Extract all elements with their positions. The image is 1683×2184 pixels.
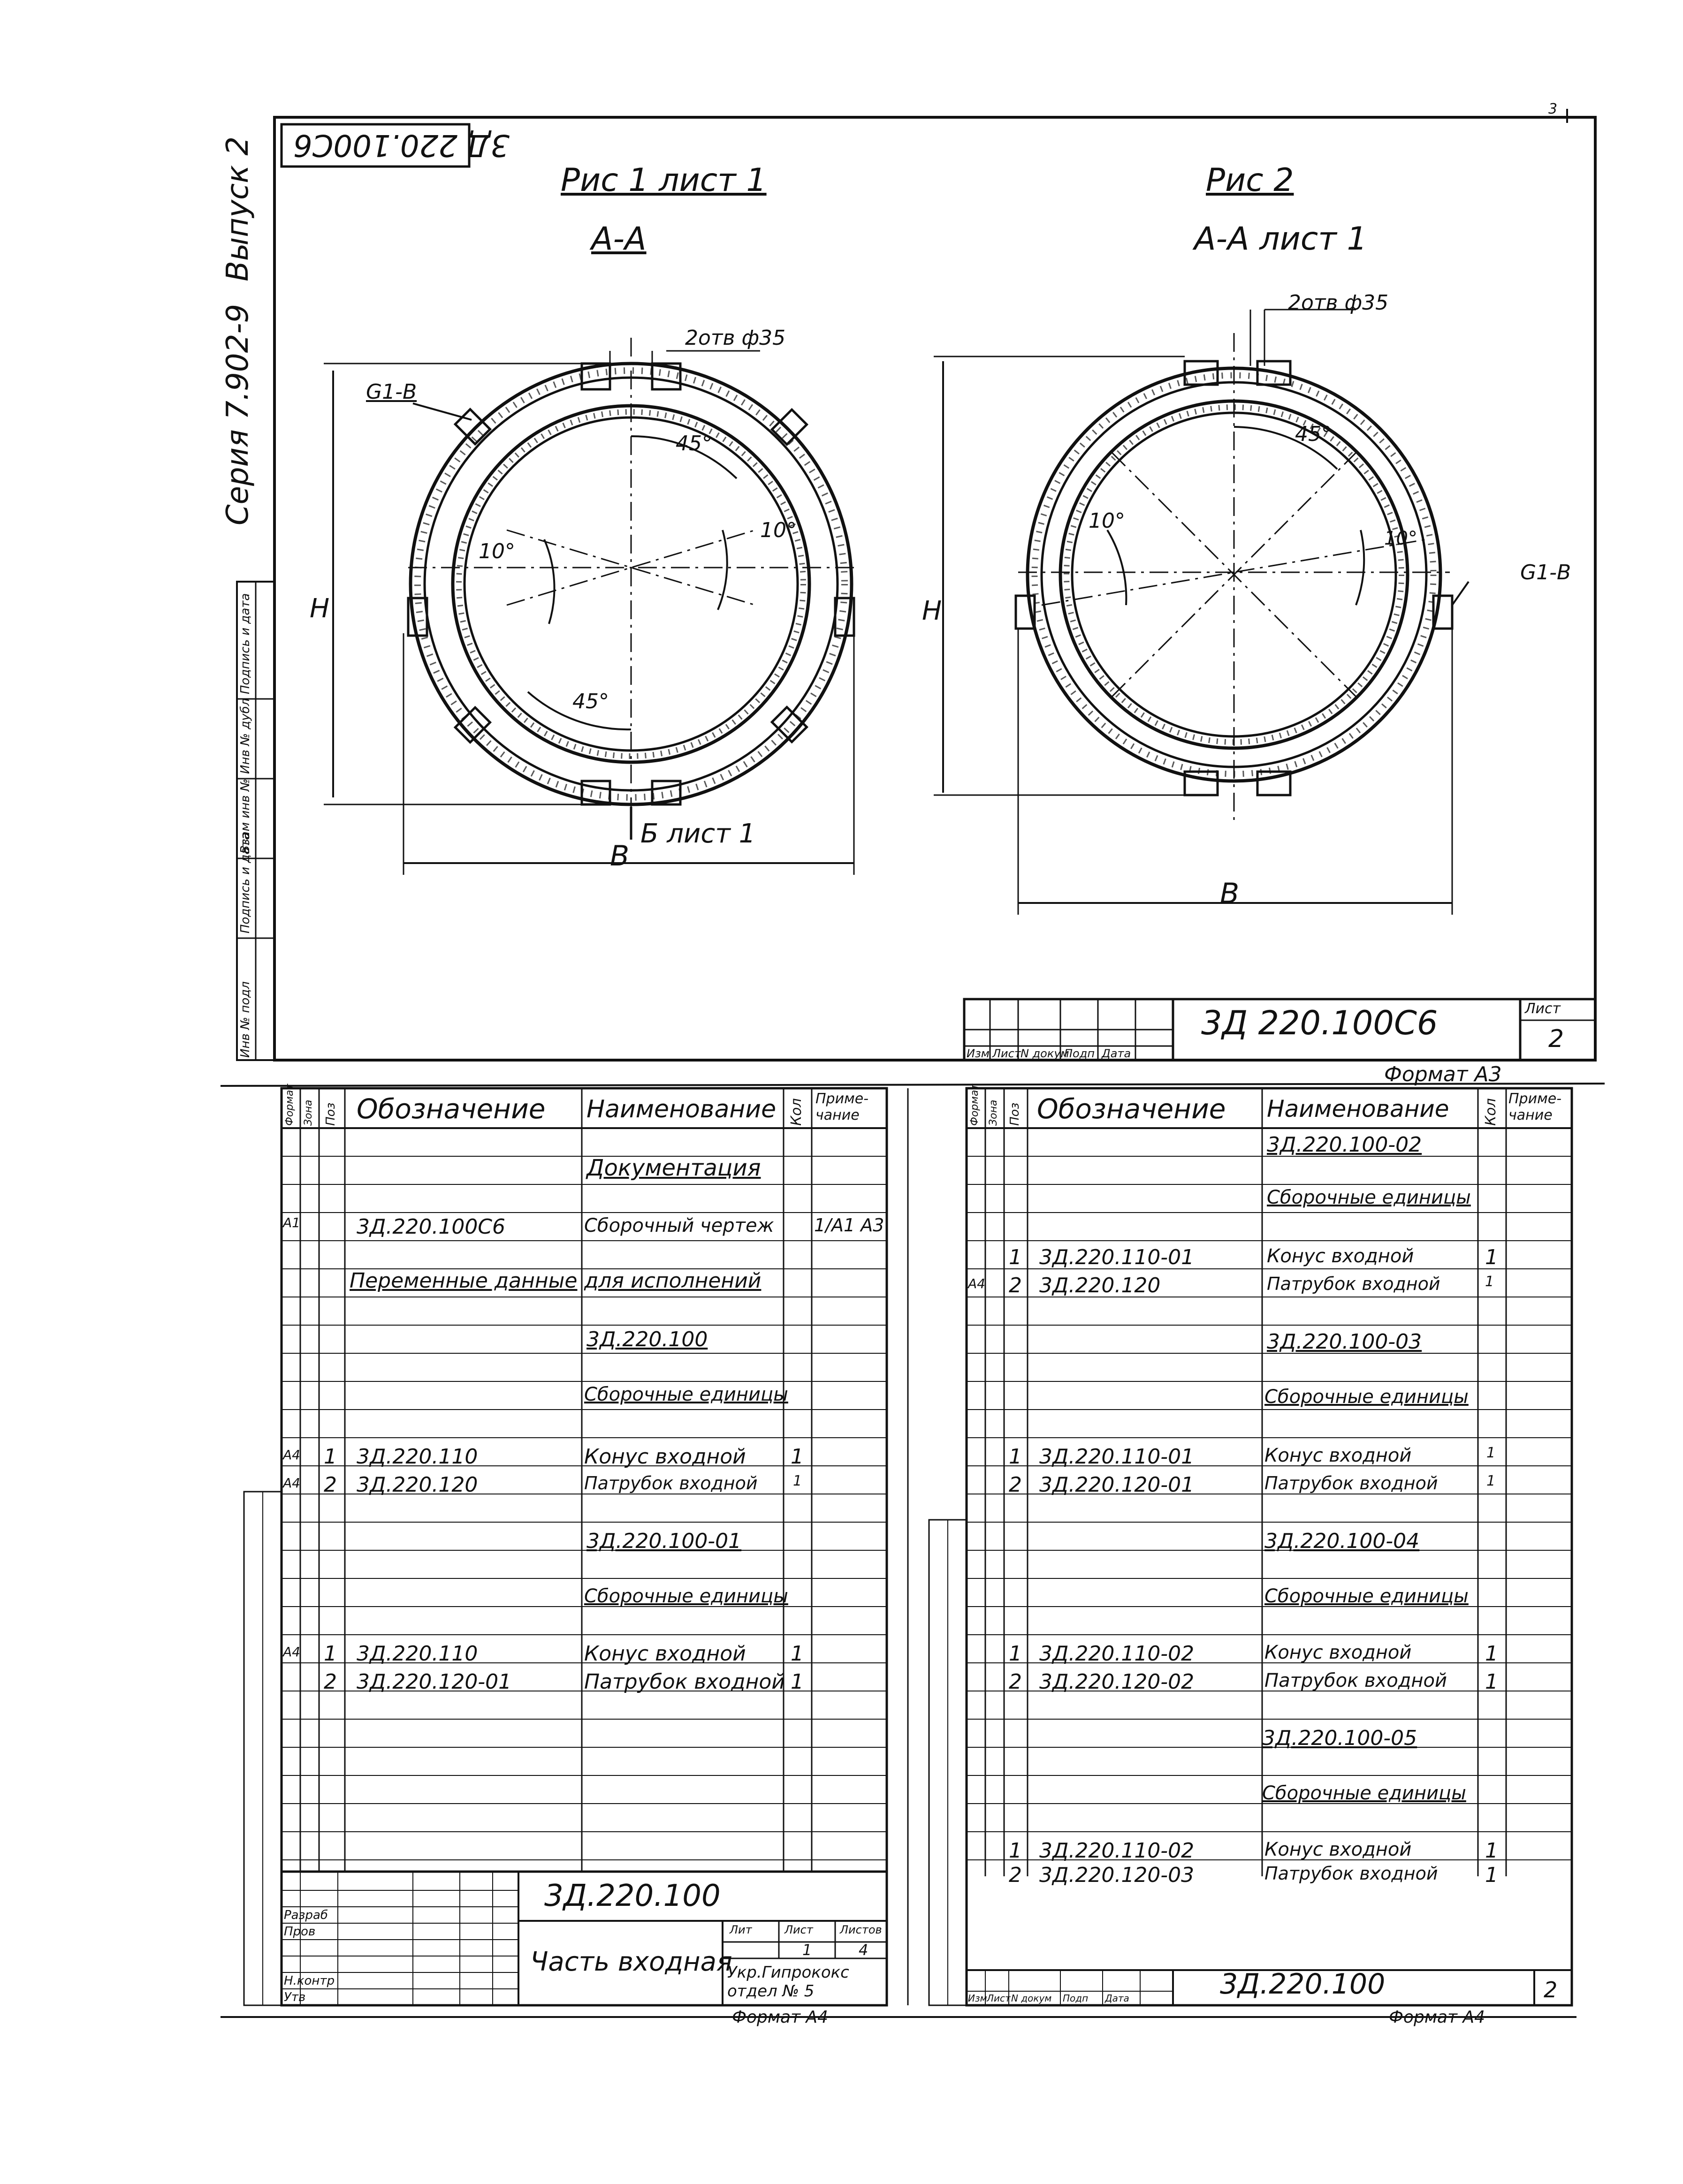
top-title-sheet-no: 2 <box>1548 1025 1564 1053</box>
fig1-angle-10-right: 10° <box>760 518 797 542</box>
spec-left-row-1-name: Документация <box>586 1155 761 1181</box>
spec-right-head-pos: Поз <box>1008 1102 1022 1126</box>
fig2-dim-h: Н <box>922 596 942 626</box>
fig2-weld: G1-В <box>1520 561 1571 584</box>
spec-left-row-6-fmt: А4 <box>283 1447 300 1463</box>
fig1-weld: G1-В <box>366 380 417 404</box>
fig2-title: Рис 2 <box>1206 162 1294 199</box>
spec-left-row-7-pos: 2 <box>324 1473 337 1497</box>
spec-left-tb-name: Часть входная <box>530 1947 732 1977</box>
spec-right-row-8-qty: 1 <box>1486 1473 1496 1489</box>
spec-right-row-4-name: Патрубок входной <box>1267 1274 1440 1294</box>
spec-right-row-3-qty: 1 <box>1485 1245 1498 1269</box>
fig1-dim-h: Н <box>310 593 330 624</box>
top-col-date: Дата <box>1102 1047 1131 1060</box>
top-col-izm: Изм <box>967 1047 990 1060</box>
spec-right-row-4-qty: 1 <box>1485 1274 1494 1290</box>
spec-left-row-10-name: Конус входной <box>584 1642 746 1666</box>
fig2-angle-45: 45° <box>1295 422 1332 446</box>
spec-left-tb-sheets-label: Листов <box>840 1923 882 1936</box>
spec-left-row-10-des: 3Д.220.110 <box>357 1642 478 1666</box>
spec-right-row-7-qty: 1 <box>1486 1445 1496 1461</box>
spec-left-head-format: Формат <box>284 1084 296 1126</box>
spec-right-head-zone: Зона <box>988 1100 999 1126</box>
spec-left-head-designation: Обозначение <box>357 1093 546 1125</box>
spec-right-row-8-des: 3Д.220.120-01 <box>1039 1473 1195 1497</box>
rotated-doc-code: 3Д 220.100С6 <box>293 128 510 162</box>
spec-right-row-12-des: 3Д.220.120-02 <box>1039 1670 1195 1694</box>
spec-left-tb-role-2: Н.контр <box>284 1974 335 1988</box>
spec-left-tb-role-3: Утв <box>284 1990 306 2004</box>
spec-right-row-15-qty: 1 <box>1485 1839 1498 1863</box>
spec-right-row-15-pos: 1 <box>1009 1839 1022 1863</box>
fig2-holes: 2отв ф35 <box>1288 291 1389 315</box>
spec-left-row-10-qty: 1 <box>791 1642 804 1666</box>
top-col-list: Лист <box>992 1047 1021 1060</box>
spec-right-row-12-name: Патрубок входной <box>1264 1670 1447 1691</box>
spec-left-row-7-qty: 1 <box>793 1473 802 1489</box>
spec-right-row-11-pos: 1 <box>1009 1642 1022 1666</box>
spec-left-tb-sheets: 4 <box>859 1941 868 1959</box>
spec-right-row-4-pos: 2 <box>1009 1274 1022 1297</box>
fig2-angle-10-right: 10° <box>1384 528 1417 549</box>
spec-left-row-2-note: 1/А1 А3 <box>814 1215 884 1236</box>
spec-left-tb-sheet-no: 1 <box>802 1941 812 1959</box>
spec-left-row-8-name: 3Д.220.100-01 <box>586 1529 742 1553</box>
margin-label-sign2: Подпись и дата <box>238 593 252 694</box>
spec-right-tb-col-date: Дата <box>1105 1993 1129 2004</box>
spec-right-row-1-name: 3Д.220.100-02 <box>1267 1133 1422 1157</box>
spec-right-row-16-des: 3Д.220.120-03 <box>1039 1863 1195 1887</box>
spec-left-row-7-des: 3Д.220.120 <box>357 1473 478 1497</box>
top-title-code: 3Д 220.100С6 <box>1201 1004 1438 1042</box>
spec-left-row-9-name: Сборочные единицы <box>584 1585 788 1607</box>
spec-left-tb-format: Формат А4 <box>732 2008 829 2027</box>
spec-right-row-5-name: 3Д.220.100-03 <box>1267 1330 1422 1354</box>
spec-right-row-7-des: 3Д.220.110-01 <box>1039 1445 1195 1469</box>
spec-right-row-7-name: Конус входной <box>1264 1445 1412 1466</box>
fig1-title: Рис 1 лист 1 <box>561 162 767 199</box>
spec-right-row-3-pos: 1 <box>1009 1245 1022 1269</box>
spec-left-head-name: Наименование <box>586 1095 777 1123</box>
spec-right-head-name: Наименование <box>1267 1095 1449 1122</box>
spec-right-row-10-name: Сборочные единицы <box>1264 1585 1469 1607</box>
spec-right-row-4-fmt: А4 <box>968 1276 985 1291</box>
spec-right-row-11-name: Конус входной <box>1264 1642 1412 1663</box>
spec-right-tb-col-doc: N докум <box>1011 1993 1052 2004</box>
fig1-angle-10-left: 10° <box>479 539 515 563</box>
spec-left-row-11-name: Патрубок входной <box>584 1670 785 1694</box>
fig2-angle-10-left: 10° <box>1089 509 1125 533</box>
spec-left-row-10-fmt: А4 <box>283 1644 300 1660</box>
spec-left-row-3-des: Переменные данные <box>350 1269 578 1293</box>
top-title-sheet-label: Лист <box>1525 1001 1561 1017</box>
spec-left-row-7-name: Патрубок входной <box>584 1473 758 1494</box>
fig1-holes: 2отв ф35 <box>685 326 786 350</box>
fig2-section: А-А лист 1 <box>1194 220 1367 258</box>
spec-left-row-6-des: 3Д.220.110 <box>357 1445 478 1469</box>
top-col-doc: N докум <box>1020 1047 1069 1060</box>
spec-left-row-11-pos: 2 <box>324 1670 337 1694</box>
margin-label-inv: Инв № подл <box>238 981 252 1058</box>
fig1-view-b: Б лист 1 <box>640 819 756 849</box>
spec-right-row-8-pos: 2 <box>1009 1473 1022 1497</box>
spec-right-row-9-name: 3Д.220.100-04 <box>1264 1529 1420 1553</box>
spec-right-tb-col-izm: Изм <box>968 1993 987 2004</box>
margin-label-dup: Инв № дубл <box>238 698 252 774</box>
spec-left-tb-org: Укр.Гипрококс отдел № 5 <box>727 1963 849 2001</box>
spec-left-row-7-fmt: А4 <box>283 1475 300 1491</box>
spec-right-row-15-des: 3Д.220.110-02 <box>1039 1839 1195 1863</box>
issue-label: Выпуск 2 <box>221 136 255 281</box>
margin-label-sign: Подпись и дата <box>238 832 252 933</box>
spec-right-row-4-des: 3Д.220.120 <box>1039 1274 1161 1297</box>
spec-left-tb-role-0: Разраб <box>284 1908 328 1922</box>
fig1-angle-45-bottom: 45° <box>572 690 609 713</box>
fig1-dim-b: В <box>610 840 630 872</box>
top-col-sign: Подп <box>1064 1047 1095 1060</box>
fig2-dim-b: В <box>1220 877 1240 910</box>
spec-right-tb-col-sign: Подп <box>1063 1993 1089 2004</box>
spec-right-head-qty: Кол <box>1483 1098 1499 1126</box>
spec-right-row-11-qty: 1 <box>1485 1642 1498 1666</box>
spec-left-row-6-name: Конус входной <box>584 1445 746 1469</box>
fig1-section: А-А <box>591 220 647 258</box>
margin-label-replace: Взам инв № <box>238 779 252 854</box>
spec-right-row-13-name: 3Д.220.100-05 <box>1262 1726 1417 1750</box>
spec-right-row-3-des: 3Д.220.110-01 <box>1039 1245 1195 1269</box>
spec-right-head-format: Формат <box>969 1084 981 1126</box>
spec-left-tb-sheet-label: Лист <box>784 1923 813 1936</box>
spec-right-head-note: Приме-чание <box>1508 1091 1562 1123</box>
spec-right-row-16-qty: 1 <box>1485 1863 1498 1887</box>
spec-left-row-11-qty: 1 <box>791 1670 804 1694</box>
spec-left-row-11-des: 3Д.220.120-01 <box>357 1670 512 1694</box>
spec-left-row-3-name: для исполнений <box>584 1269 762 1293</box>
spec-right-row-16-pos: 2 <box>1009 1863 1022 1887</box>
spec-right-tb-code: 3Д.220.100 <box>1220 1968 1386 2001</box>
corner-page-number: 3 <box>1548 101 1558 117</box>
spec-right-row-15-name: Конус входной <box>1264 1839 1412 1860</box>
series-label: Серия 7.902-9 <box>221 303 255 525</box>
spec-right-row-14-name: Сборочные единицы <box>1262 1782 1466 1804</box>
spec-left-row-5-name: Сборочные единицы <box>584 1384 788 1405</box>
spec-left-row-4-name: 3Д.220.100 <box>586 1327 708 1351</box>
spec-right-row-2-name: Сборочные единицы <box>1267 1187 1471 1208</box>
spec-right-row-3-name: Конус входной <box>1267 1245 1414 1267</box>
spec-left-head-pos: Поз <box>324 1102 338 1126</box>
spec-right-row-16-name: Патрубок входной <box>1264 1863 1438 1884</box>
spec-right-row-11-des: 3Д.220.110-02 <box>1039 1642 1195 1666</box>
spec-right-row-6-name: Сборочные единицы <box>1264 1386 1469 1408</box>
spec-left-row-6-qty: 1 <box>791 1445 804 1469</box>
top-format: Формат А3 <box>1384 1062 1502 1086</box>
fig1-angle-45-top: 45° <box>676 432 712 455</box>
spec-right-row-8-name: Патрубок входной <box>1264 1473 1438 1494</box>
spec-right-tb-sheet-no: 2 <box>1544 1977 1558 2002</box>
spec-left-tb-role-1: Пров <box>284 1925 316 1939</box>
spec-left-tb-code: 3Д.220.100 <box>544 1879 721 1913</box>
spec-left-row-6-pos: 1 <box>324 1445 337 1469</box>
spec-left-head-note: Приме-чание <box>815 1091 869 1123</box>
spec-left-row-2-fmt: А1 <box>283 1215 300 1230</box>
spec-left-row-2-des: 3Д.220.100С6 <box>357 1215 506 1239</box>
spec-right-row-7-pos: 1 <box>1009 1445 1022 1469</box>
spec-right-tb-format: Формат А4 <box>1389 2008 1485 2027</box>
spec-right-row-12-pos: 2 <box>1009 1670 1022 1694</box>
spec-left-row-10-pos: 1 <box>324 1642 337 1666</box>
spec-left-head-zone: Зона <box>303 1100 314 1126</box>
spec-left-head-qty: Кол <box>788 1098 805 1126</box>
spec-right-tb-col-list: Лист <box>987 1993 1011 2004</box>
spec-left-tb-stage-label: Лит <box>730 1923 752 1936</box>
spec-left-row-2-name: Сборочный чертеж <box>584 1215 774 1236</box>
spec-right-head-designation: Обозначение <box>1037 1093 1226 1125</box>
spec-right-row-12-qty: 1 <box>1485 1670 1498 1694</box>
